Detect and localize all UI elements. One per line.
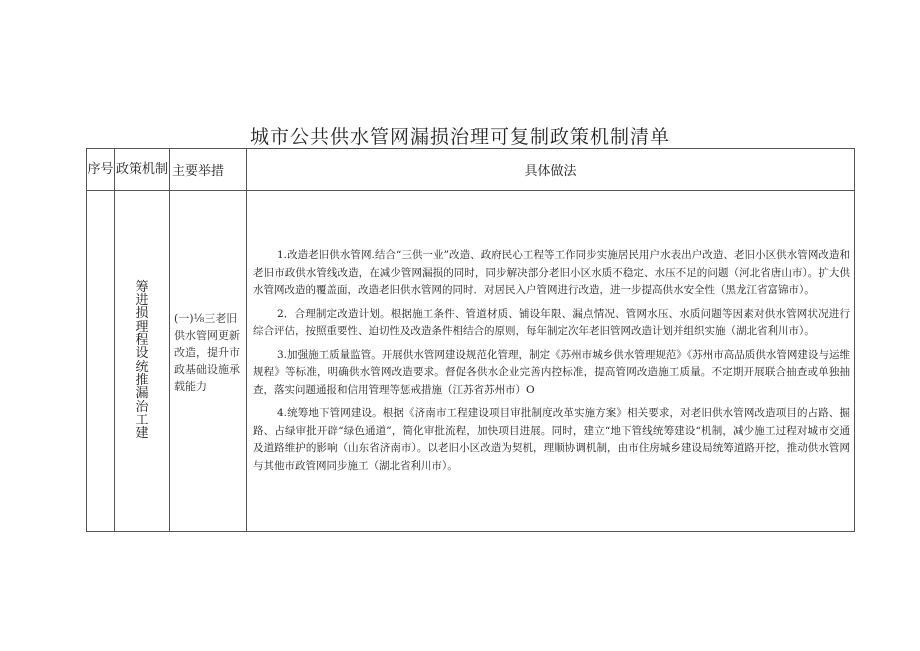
table-header-row xyxy=(87,149,855,191)
row-mechanism-cell xyxy=(115,191,170,532)
header-mechanism: 政策机制 xyxy=(115,149,170,191)
mechanism-vertical-text: 筹进损理程设统推漏治工建 xyxy=(135,279,149,442)
detail-item-2: 2．合理制定改造计划。根据施工条件、管道材质、铺设年限、漏点情况、管网水压、水质问题等因素对供水管网状况进行综合评估，按照重要性、迫切性及改造条件相结合的原则，每年制定次年老旧管网改造计划并组织实施（湖北省利川市）。 xyxy=(253,307,850,337)
header-main-measure: 主要举措 xyxy=(170,149,247,191)
detail-item-3: 3.加强施工质量监管。开展供水管网建设规范化管理，制定《苏州市城乡供水管理规范》《苏州市高品质供水管网建设与运维规程》等标准，明确供水管网改造要求。督促各供水企业完善内控标准，提高管网改造施工质量。不定期开展联合抽查或单独抽查，落实问题通报和信用管理等惩戒措施（江苏省苏州市）O xyxy=(253,348,850,396)
detail-item-1: 1.改造老旧供水管网.结合“三供一业”改造、政府民心工程等工作同步实施居民用户水表出户改造、老旧小区供水管网改造和老旧市政供水管线改造，在减少管网漏损的同时，同步解决部分老旧小区水质不稳定、水压不足的问题（河北省唐山市）。扩大供水管网改造的覆盖面，改造老旧供水管网的同时．对居民入户管网进行改造，进一步提高供水安全性（黑龙江省富锦市）。 xyxy=(253,249,850,296)
table-row xyxy=(87,191,855,532)
main-measure-text: (一)⅛三老旧供水管网更新改造，提升市政基础设施承载能力 xyxy=(174,311,240,393)
row-detail-cell xyxy=(247,191,855,532)
policy-table xyxy=(86,148,855,532)
page-title: 城市公共供水管网漏损治理可复制政策机制清单 xyxy=(249,126,670,148)
row-main-measure-cell xyxy=(170,191,247,532)
detail-item-4: 4.统筹地下管网建设。根据《济南市工程建设项目审批制度改革实施方案》相关要求，对老旧供水管网改造项目的占路、掘路、占绿审批开辟“绿色通道”，简化审批流程，加快项目进展。同时，建立“地下管线统筹建设“机制，减少施工过程对城市交通及道路维护的影响（山东省济南市）。以老旧小区改造为契机，理顺协调机制，由市住房城乡建设局统筹道路开挖，推动供水管网与其他市政管网同步施工（湖北省利川市）。 xyxy=(253,407,850,472)
header-seq: 序号 xyxy=(87,149,115,191)
header-detail: 具体做法 xyxy=(247,149,855,191)
row-seq-cell xyxy=(87,191,115,532)
